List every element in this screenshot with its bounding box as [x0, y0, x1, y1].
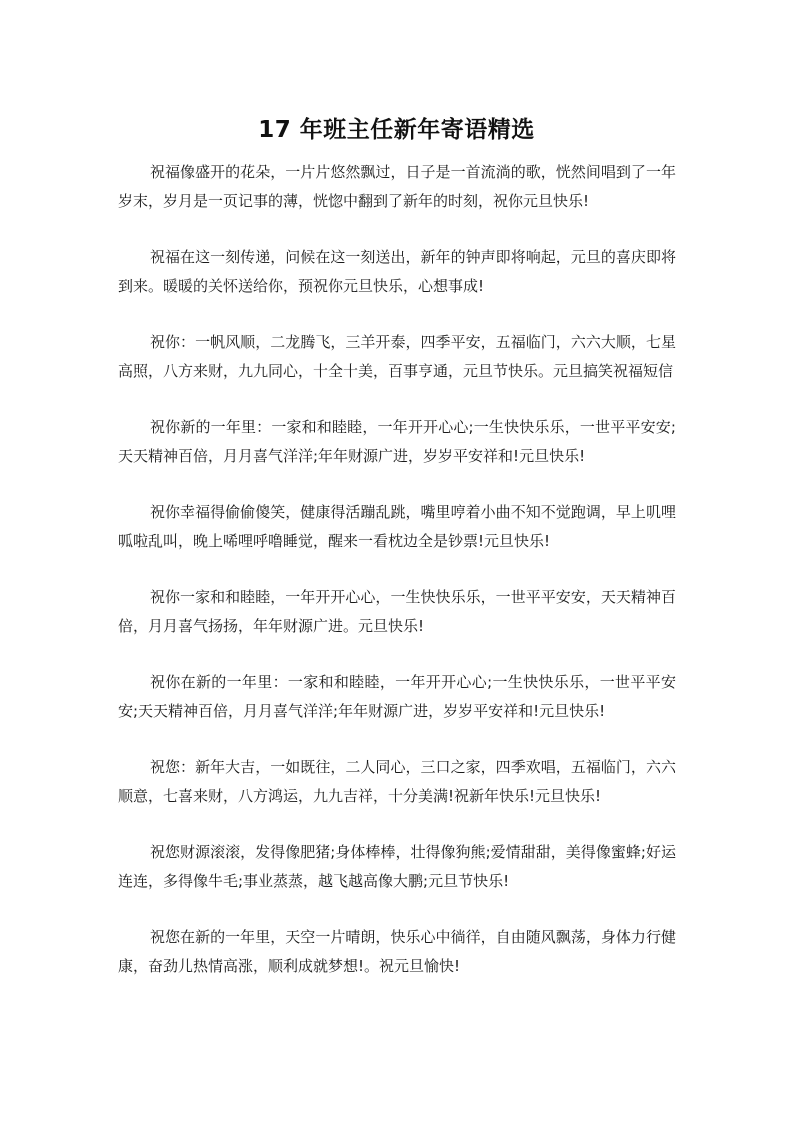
paragraph-3: 祝你：一帆风顺，二龙腾飞，三羊开泰，四季平安，五福临门，六六大顺，七星高照，八方来财，九九同心，十全十美，百事亨通，元旦节快乐。元旦搞笑祝福短信	[118, 333, 676, 380]
document-body	[118, 158, 676, 1008]
paragraph-4: 祝你新的一年里：一家和和睦睦，一年开开心心;一生快快乐乐，一世平平安安;天天精神百倍，月月喜气洋洋;年年财源广进，岁岁平安祥和!元旦快乐!	[118, 418, 676, 465]
paragraph-8: 祝您：新年大吉，一如既往，二人同心，三口之家，四季欢唱，五福临门，六六顺意，七喜来财，八方鸿运，九九吉祥，十分美满!祝新年快乐!元旦快乐!	[118, 758, 676, 805]
document-title: 17 年班主任新年寄语精选	[258, 117, 535, 143]
paragraph-5: 祝你幸福得偷偷傻笑，健康得活蹦乱跳，嘴里哼着小曲不知不觉跑调，早上叽哩呱啦乱叫，晚上唏哩呼噜睡觉，醒来一看枕边全是钞票!元旦快乐!	[118, 503, 676, 550]
paragraph-6: 祝你一家和和睦睦，一年开开心心，一生快快乐乐，一世平平安安，天天精神百倍，月月喜气扬扬，年年财源广进。元旦快乐!	[118, 588, 676, 635]
paragraph-7: 祝你在新的一年里：一家和和睦睦，一年开开心心;一生快快乐乐，一世平平安安;天天精神百倍，月月喜气洋洋;年年财源广进，岁岁平安祥和!元旦快乐!	[118, 673, 676, 720]
paragraph-2: 祝福在这一刻传递，问候在这一刻送出，新年的钟声即将响起，元旦的喜庆即将到来。暖暖的关怀送给你，预祝你元旦快乐，心想事成!	[118, 248, 676, 295]
paragraph-1: 祝福像盛开的花朵，一片片悠然飘过，日子是一首流淌的歌，恍然间唱到了一年岁末，岁月是一页记事的薄，恍惚中翻到了新年的时刻，祝你元旦快乐!	[118, 163, 676, 210]
paragraph-10: 祝您在新的一年里，天空一片晴朗，快乐心中徜徉，自由随风飘荡，身体力行健康，奋劲儿热情高涨，顺利成就梦想!。祝元旦愉快!	[118, 928, 676, 975]
paragraph-9: 祝您财源滚滚，发得像肥猪;身体棒棒，壮得像狗熊;爱情甜甜，美得像蜜蜂;好运连连，多得像牛毛;事业蒸蒸，越飞越高像大鹏;元旦节快乐!	[118, 843, 676, 890]
